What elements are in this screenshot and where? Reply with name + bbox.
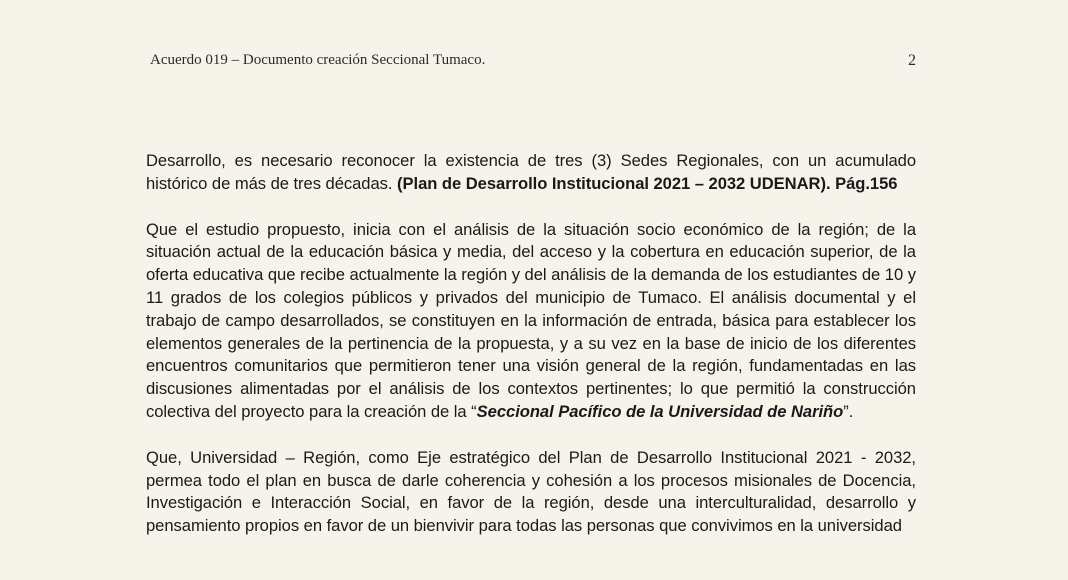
paragraph-1-text: Desarrollo, es necesario reconocer la existencia de tres (3) Sedes Regionales, con un acumulado histórico de más de tres décadas. <box>146 151 916 193</box>
paragraph-1 <box>146 150 916 196</box>
plan-citation: (Plan de Desarrollo Institucional 2021 – 2032 UDENAR). Pág.156 <box>397 173 898 193</box>
paragraph-3-text: Que, Universidad – Región, como Eje estratégico del Plan de Desarrollo Institucional 2021 - 2032, permea todo el plan en busca de darle coherencia y cohesión a los procesos misionales de Docencia, Investigación e Interacción Social, en favor de la región, desde una interculturalidad, desarrollo y pensamiento propios en favor de un bienvivir para todas las personas que convivimos en la universidad <box>146 447 916 536</box>
paragraph-2-tail: ”. <box>843 401 854 421</box>
body-text <box>146 150 916 561</box>
seccional-name: Seccional Pacífico de la Universidad de Nariño <box>476 401 844 421</box>
paragraph-2-text: Que el estudio propuesto, inicia con el análisis de la situación socio económico de la región; de la situación actual de la educación básica y media, del acceso y la cobertura en educación superior, de la oferta educativa que recibe actualmente la región y del análisis de la demanda de los estudiantes de 10 y 11 grados de los colegios públicos y privados del municipio de Tumaco. El análisis documental y el trabajo de campo desarrollados, se constituyen en la información de entrada, básica para establecer los elementos generales de la pertinencia de la propuesta, y a su vez en la base de inicio de los diferentes encuentros comunitarios que permitieron tener una visión general de la región, fundamentadas en las discusiones alimentadas por el análisis de los contextos pertinentes; lo que permitió la construcción colectiva del proyecto para la creación de la “ <box>146 219 916 421</box>
paragraph-2 <box>146 219 916 424</box>
header-title: Acuerdo 019 – Documento creación Seccional Tumaco. <box>150 52 486 68</box>
paragraph-3 <box>146 447 916 538</box>
page-number: 2 <box>908 52 916 69</box>
